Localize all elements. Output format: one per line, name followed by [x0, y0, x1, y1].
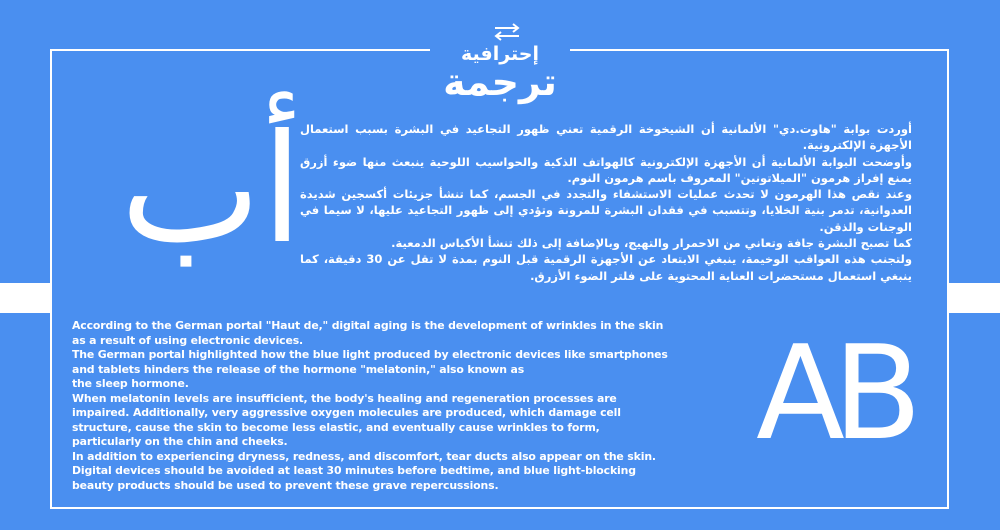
english-paragraph: In addition to experiencing dryness, redness, and discomfort, tear ducts also appear on the skin.: [72, 449, 656, 463]
swap-arrows-icon: [492, 22, 522, 42]
arabic-paragraph: وأوضحت البوابة الألمانية أن الأجهزة الإلكترونية كالهواتف الذكية والحواسيب اللوحية ينبعث منها ضوء أزرق يمنع إفراز هرمون "الميلاتونين" المعروف باسم هرمون النوم.: [300, 154, 912, 185]
decorative-arabic-letters: أب: [120, 103, 303, 277]
arabic-article: [300, 121, 912, 284]
arabic-paragraph: ولتجنب هذه العواقب الوخيمة، ينبغي الابتعاد عن الأجهزة الرقمية قبل النوم بمدة لا تقل عن 30 دقيقة، كما ينبغي استعمال مستحضرات العناية المحتوية على فلتر الضوء الأزرق.: [300, 252, 912, 283]
english-paragraph: The German portal highlighted how the blue light produced by electronic devices like smartphones and tablets hinders the release of the hormone "melatonin," also known as: [72, 348, 668, 376]
arabic-paragraph: وعند نقص هذا الهرمون لا تحدث عمليات الاستشفاء والتجدد في الجسم، كما تنشأ جزيئات أكسجين شديدة العدوانية، تدمر بنية الخلايا، وتتسبب في فقدان البشرة للمرونة وتؤدي إلى ظهور التجاعيد عليها، لا سيما في الوجنات والذقن.: [300, 187, 912, 234]
english-paragraph: According to the German portal "Haut de," digital aging is the development of wrinkles in the skin as a result of using electronic devices.: [72, 319, 664, 347]
english-paragraph: Digital devices should be avoided at least 30 minutes before bedtime, and blue light-blocking beauty products should be used to prevent these grave repercussions.: [72, 464, 636, 492]
english-paragraph: When melatonin levels are insufficient, the body's healing and regeneration processes are impaired. Additionally, very aggressive oxygen molecules are produced, which damage cell structure, cause the skin to become less elastic, and eventually cause wrinkles to form, particularly on the chin and cheeks.: [72, 391, 621, 448]
english-article: [72, 319, 668, 493]
brand-subtitle: إحترافية: [460, 43, 539, 65]
left-accent-bar: [0, 283, 50, 313]
english-paragraph: the sleep hormone.: [72, 377, 189, 390]
decorative-latin-letters: AB: [756, 317, 911, 469]
brand-title: ترجمة: [443, 60, 557, 104]
arabic-paragraph: أوردت بوابة "هاوت.دي" الألمانية أن الشيخوخة الرقمية تعني ظهور التجاعيد في البشرة بسبب استعمال الأجهزة الإلكترونية.: [300, 122, 912, 153]
arabic-paragraph: كما تصبح البشرة جافة وتعاني من الاحمرار والتهيج، وبالإضافة إلى ذلك تنشأ الأكياس الدمعية.: [391, 236, 912, 251]
right-accent-bar: [948, 283, 1000, 313]
